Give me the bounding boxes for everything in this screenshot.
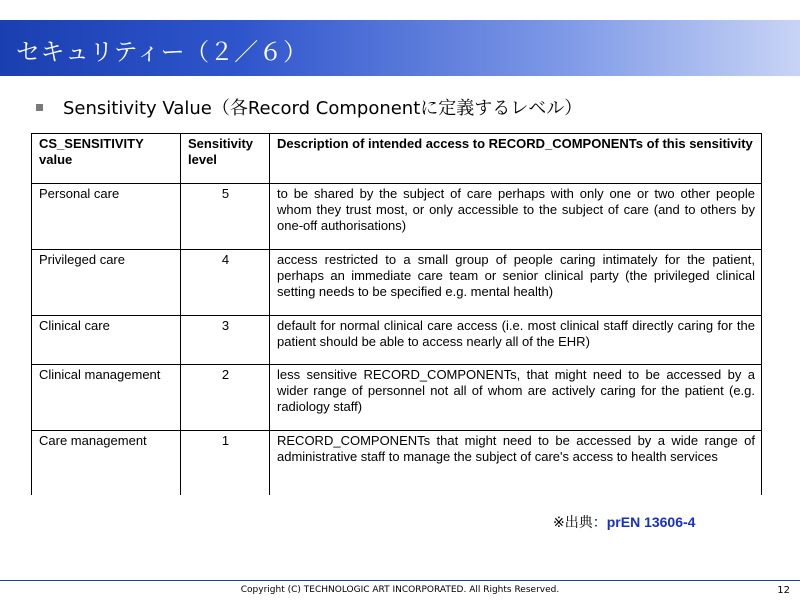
- header-description: Description of intended access to RECORD_COMPONENTs of this sensitivity: [270, 134, 762, 184]
- bullet-text: Sensitivity Value（各Record Componentに定義するレベル）: [63, 98, 583, 119]
- title-bar: [0, 20, 800, 76]
- cell-description: RECORD_COMPONENTs that might need to be accessed by a wide range of administrative staff to manage the subject of care's access to health services: [270, 431, 762, 496]
- header-value: CS_SENSITIVITY value: [32, 134, 181, 184]
- slide-title: セキュリティー（２／６）: [16, 38, 308, 66]
- sensitivity-table-container: [31, 133, 762, 495]
- table-header-row: [32, 134, 762, 184]
- table-row: [32, 250, 762, 316]
- cell-description: to be shared by the subject of care perhaps with only one or two other people whom they trust most, or only accessible to the subject of care (and to others by one-off authorisations): [270, 184, 762, 250]
- cell-value: Clinical management: [32, 365, 181, 431]
- source-code: prEN 13606-4: [606, 514, 696, 530]
- cell-value: Care management: [32, 431, 181, 496]
- cell-description: access restricted to a small group of people caring intimately for the patient, perhaps an immediate care team or senior clinical party (the privileged clinical setting needs to be specified e.g. mental health): [270, 250, 762, 316]
- cell-description: default for normal clinical care access (i.e. most clinical staff directly caring for the patient should be able to access nearly all of the EHR): [270, 316, 762, 365]
- cell-level: 2: [181, 365, 270, 431]
- cell-level: 4: [181, 250, 270, 316]
- cell-value: Personal care: [32, 184, 181, 250]
- cell-value: Privileged care: [32, 250, 181, 316]
- square-bullet-icon: [36, 104, 43, 111]
- table-row: [32, 316, 762, 365]
- table-row: [32, 365, 762, 431]
- cell-level: 3: [181, 316, 270, 365]
- table-row: [32, 184, 762, 250]
- cell-level: 1: [181, 431, 270, 496]
- footer-divider: [0, 580, 800, 581]
- header-level: Sensitivity level: [181, 134, 270, 184]
- page-number: 12: [777, 585, 790, 596]
- source-prefix: ※出典：: [553, 515, 607, 531]
- bullet-item: [36, 95, 582, 119]
- source-citation: [553, 512, 695, 532]
- sensitivity-table: [31, 133, 762, 495]
- cell-level: 5: [181, 184, 270, 250]
- cell-description: less sensitive RECORD_COMPONENTs, that might need to be accessed by a wider range of personnel not all of whom are actively caring for the patient (e.g. radiology staff): [270, 365, 762, 431]
- cell-value: Clinical care: [32, 316, 181, 365]
- table-row: [32, 431, 762, 496]
- footer-copyright: Copyright (C) TECHNOLOGIC ART INCORPORATED. All Rights Reserved.: [240, 585, 560, 595]
